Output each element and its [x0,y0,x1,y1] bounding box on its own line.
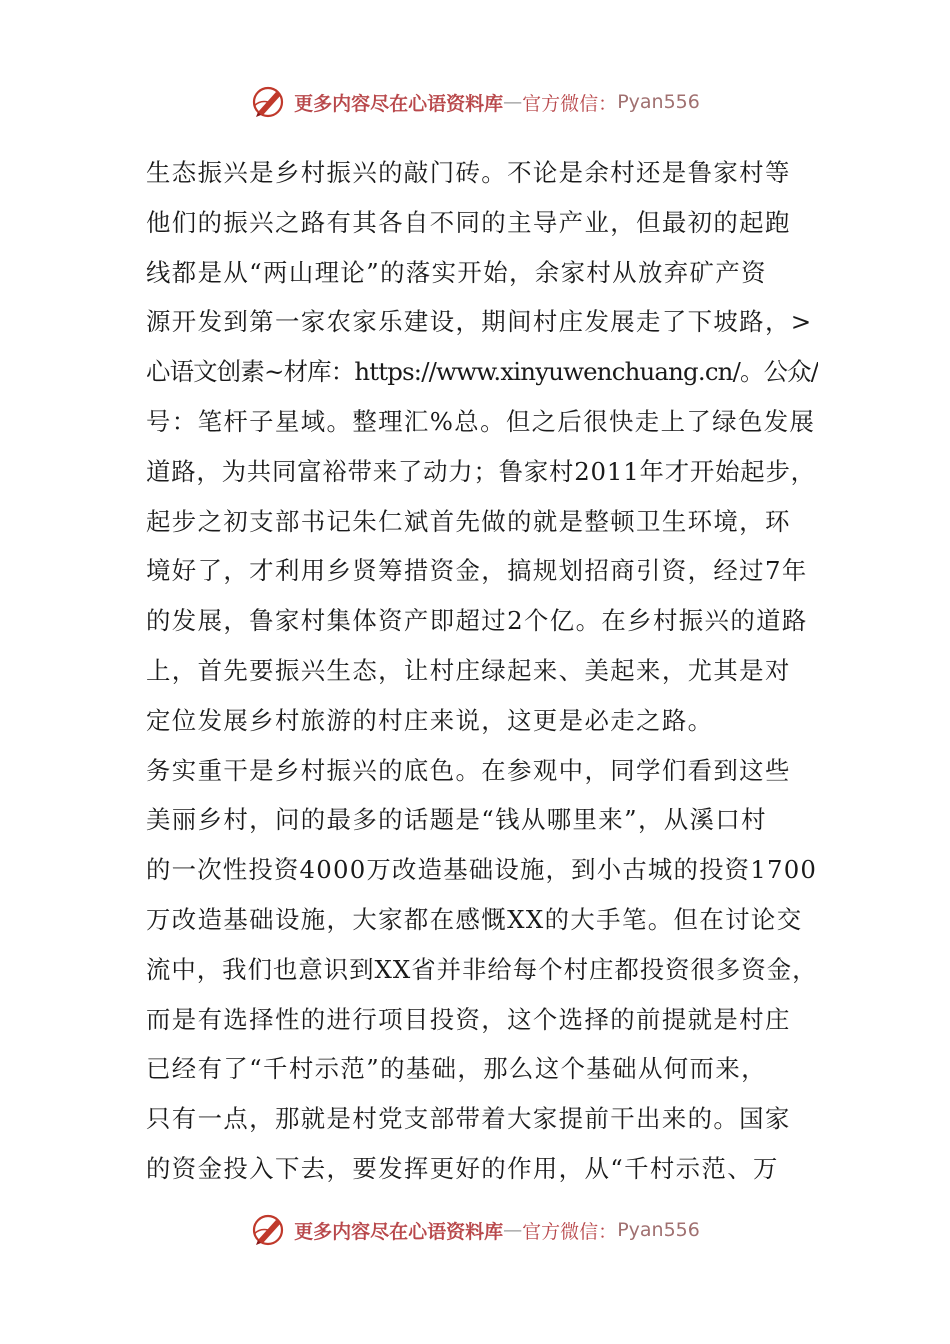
body-line: 万改造基础设施，大家都在感慨XX的大手笔。但在讨论交 [146,904,803,934]
body-line: 美丽乡村，问的最多的话题是“钱从哪里来”，从溪口村 [146,805,767,835]
footer-banner [0,1210,950,1250]
body-line: 源开发到第一家农家乐建设，期间村庄发展走了下坡路，> [146,307,813,337]
footer-official: 官方微信： [522,1220,618,1243]
header-dash: — [503,91,523,113]
footer-brand: 更多内容尽在心语资料库 [294,1220,504,1243]
body-line: 线都是从“两山理论”的落实开始，余家村从放弃矿产资 [146,257,767,287]
body-line: 流中，我们也意识到XX省并非给每个村庄都投资很多资金， [146,954,818,984]
body-line: 号：笔杆子星域。整理汇%总。但之后很快走上了绿色发展 [146,406,816,436]
pen-logo-icon [250,84,288,120]
body-line: 的发展，鲁家村集体资产即超过2个亿。在乡村振兴的道路 [146,606,808,636]
footer-wechat-id: Pyan556 [617,1219,700,1241]
body-line: 务实重干是乡村振兴的底色。在参观中，同学们看到这些 [146,755,791,785]
body-line: 而是有选择性的进行项目投资，这个选择的前提就是村庄 [146,1004,791,1034]
body-line: 起步之初支部书记朱仁斌首先做的就是整顿卫生环境，环 [146,506,791,536]
footer-dash: — [503,1219,523,1241]
pen-logo-icon [250,1212,288,1248]
body-line: 境好了，才利用乡贤筹措资金，搞规划招商引资，经过7年 [146,556,808,586]
body-line: 的一次性投资4000万改造基础设施，到小古城的投资1700 [146,855,818,885]
body-line: 的资金投入下去，要发挥更好的作用，从“千村示范、万 [146,1153,779,1183]
header-banner [0,82,950,122]
body-line: 他们的振兴之路有其各自不同的主导产业，但最初的起跑 [146,207,791,237]
header-official: 官方微信： [522,92,618,115]
body-line: 道路，为共同富裕带来了动力；鲁家村2011年才开始起步， [146,456,816,486]
header-brand: 更多内容尽在心语资料库 [294,92,504,115]
body-line: 定位发展乡村旅游的村庄来说，这更是必走之路。 [146,705,714,735]
body-line: 生态振兴是乡村振兴的敲门砖。不论是余村还是鲁家村等 [146,158,791,187]
document-body [146,148,818,1194]
body-line: 心语文创素~材库：https://www.xinyuwenchuang.cn/。公众/ [146,357,818,387]
body-line: 只有一点，那就是村党支部带着大家提前干出来的。国家 [146,1104,791,1134]
body-line: 上，首先要振兴生态，让村庄绿起来、美起来，尤其是对 [146,655,791,685]
body-line: 已经有了“千村示范”的基础，那么这个基础从何而来， [146,1054,767,1084]
header-wechat-id: Pyan556 [617,91,700,113]
